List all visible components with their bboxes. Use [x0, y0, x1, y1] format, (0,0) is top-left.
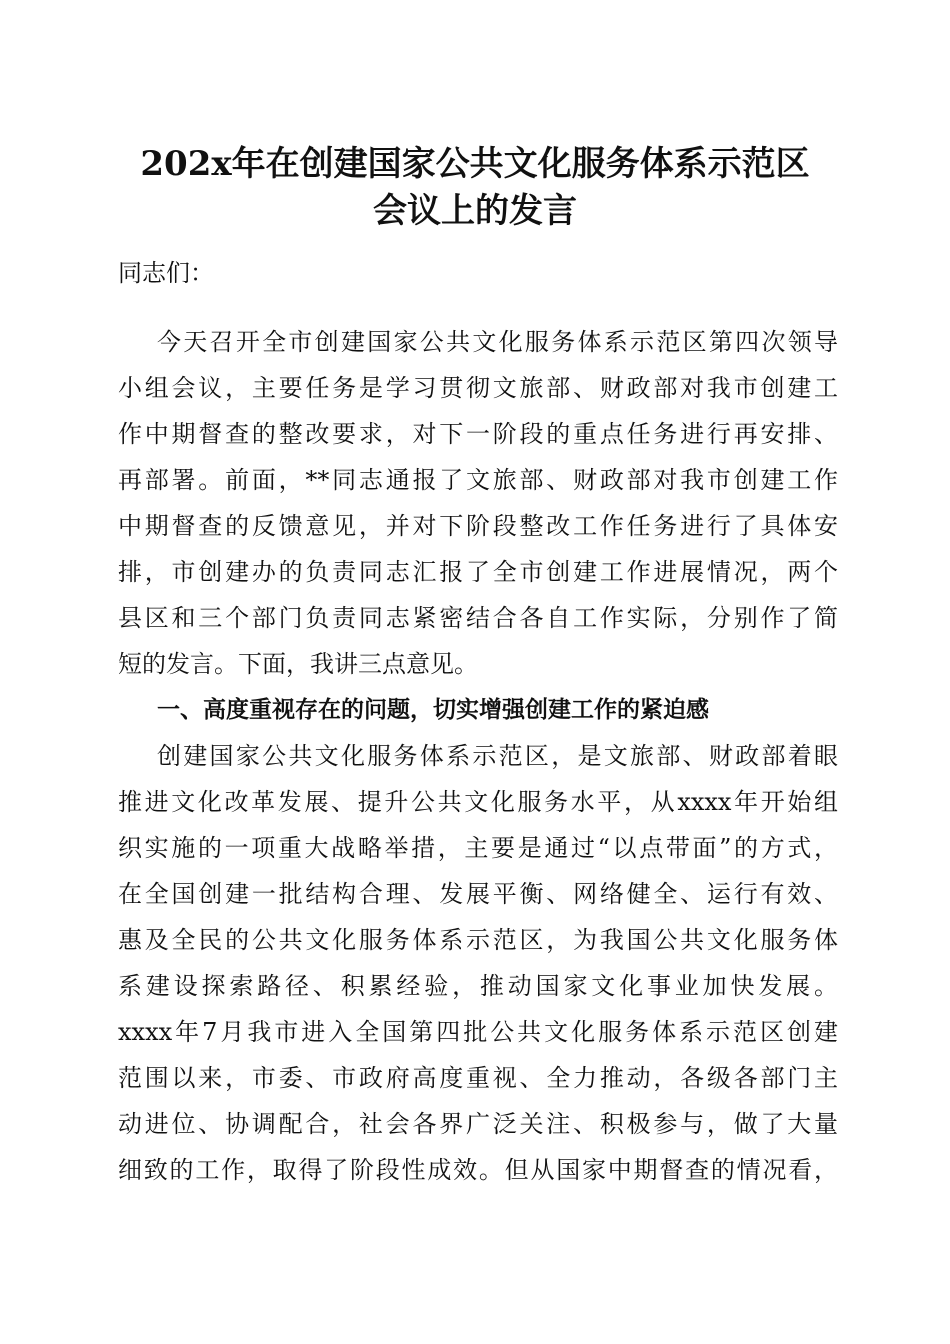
section-1-heading: 一、高度重视存在的问题，切实增强创建工作的紧迫感: [157, 697, 709, 723]
paragraph-1-line: 作中期督查的整改要求，对下一阶段的重点任务进行再安排、: [118, 420, 838, 448]
paragraph-1-line: 短的发言。下面，我讲三点意见。: [118, 650, 478, 678]
paragraph-1-line: 小组会议，主要任务是学习贯彻文旅部、财政部对我市创建工: [118, 374, 838, 402]
paragraph-1-line: 今天召开全市创建国家公共文化服务体系示范区第四次领导: [157, 328, 838, 356]
paragraph-2-line: 推进文化改革发展、提升公共文化服务水平，从xxxx年开始组: [118, 788, 838, 816]
paragraph-2-line: 细致的工作，取得了阶段性成效。但从国家中期督查的情况看，: [118, 1156, 838, 1184]
paragraph-2-line: 范围以来，市委、市政府高度重视、全力推动，各级各部门主: [118, 1064, 838, 1092]
paragraph-2-line: 系建设探索路径、积累经验，推动国家文化事业加快发展。: [118, 972, 838, 1000]
salutation: 同志们：: [118, 259, 214, 287]
paragraph-1-line: 县区和三个部门负责同志紧密结合各自工作实际，分别作了简: [118, 604, 838, 632]
paragraph-2-line: 动进位、协调配合，社会各界广泛关注、积极参与，做了大量: [118, 1110, 838, 1138]
document-title-line-2: 会议上的发言: [373, 191, 577, 231]
paragraph-2-line: 织实施的一项重大战略举措，主要是通过“以点带面”的方式，: [118, 834, 838, 862]
paragraph-2-line: xxxx年7月我市进入全国第四批公共文化服务体系示范区创建: [118, 1018, 838, 1046]
paragraph-1-line: 再部署。前面，**同志通报了文旅部、财政部对我市创建工作: [118, 466, 838, 494]
paragraph-2-line: 惠及全民的公共文化服务体系示范区，为我国公共文化服务体: [118, 926, 838, 954]
document-title-line-1: 202x年在创建国家公共文化服务体系示范区: [140, 144, 810, 184]
paragraph-2-line: 创建国家公共文化服务体系示范区，是文旅部、财政部着眼: [157, 742, 838, 770]
paragraph-1-line: 排，市创建办的负责同志汇报了全市创建工作进展情况，两个: [118, 558, 838, 586]
paragraph-2-line: 在全国创建一批结构合理、发展平衡、网络健全、运行有效、: [118, 880, 838, 908]
paragraph-1-line: 中期督查的反馈意见，并对下阶段整改工作任务进行了具体安: [118, 512, 838, 540]
